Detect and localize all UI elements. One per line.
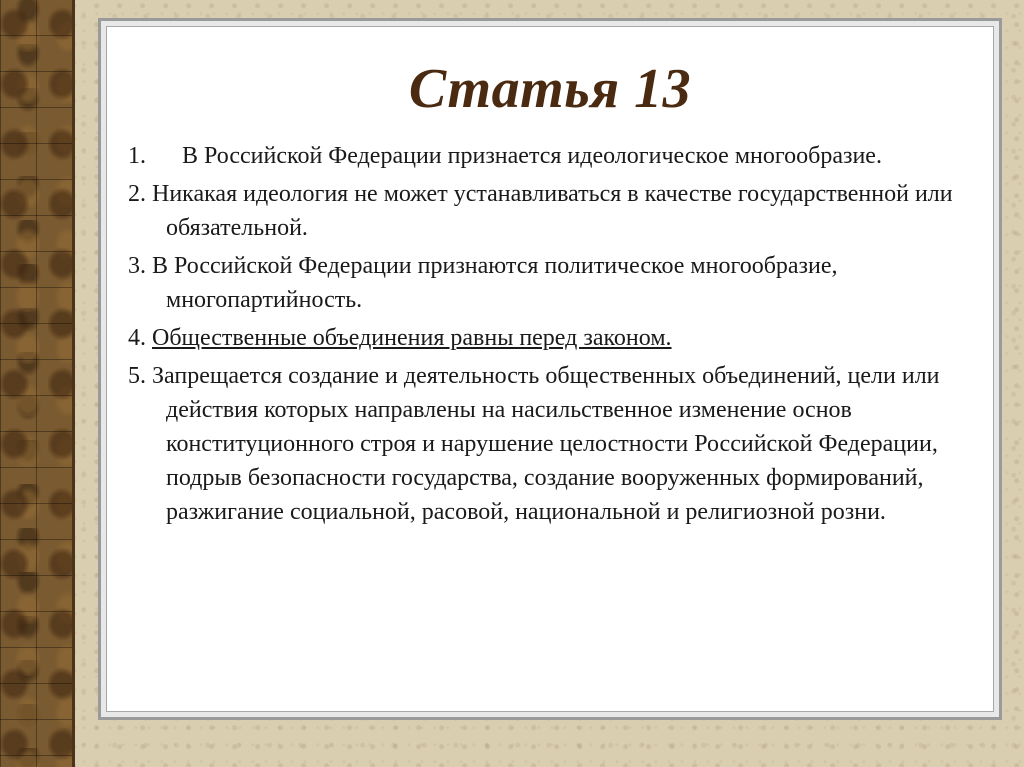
item-text: Запрещается создание и деятельность общественных объединений, цели или действия которых направлены на насильственное изменение основ конституционного строя и нарушение целостности Российской Федерации, подрыв безопасности государства, создание вооруженных формирований, разжигание социальной, расовой, национальной и религиозной розни. [152,363,940,525]
slide-frame [98,18,1002,720]
item-number: 4. [128,325,146,351]
item-number: 3. [128,253,146,279]
list-item [128,359,988,529]
item-number: 5. [128,363,146,389]
list-item [128,139,988,173]
item-number: 1. [128,143,146,169]
list-item [128,177,988,245]
list-item [128,321,988,355]
item-text: Никакая идеология не может устанавливаться в качестве государственной или обязательной. [152,181,953,241]
list-item [128,249,988,317]
item-text-underlined: Общественные объединения равны перед законом. [152,325,672,351]
item-number: 2. [128,181,146,207]
slide-title: Статья 13 [408,58,692,120]
strip-divider [72,0,75,767]
item-text: В Российской Федерации признаются политическое многообразие, многопартийность. [152,253,838,313]
item-text: В Российской Федерации признается идеологическое многообразие. [182,143,882,169]
slide-panel [106,26,994,712]
decorative-wood-strip [0,0,72,767]
article-list [128,139,988,533]
